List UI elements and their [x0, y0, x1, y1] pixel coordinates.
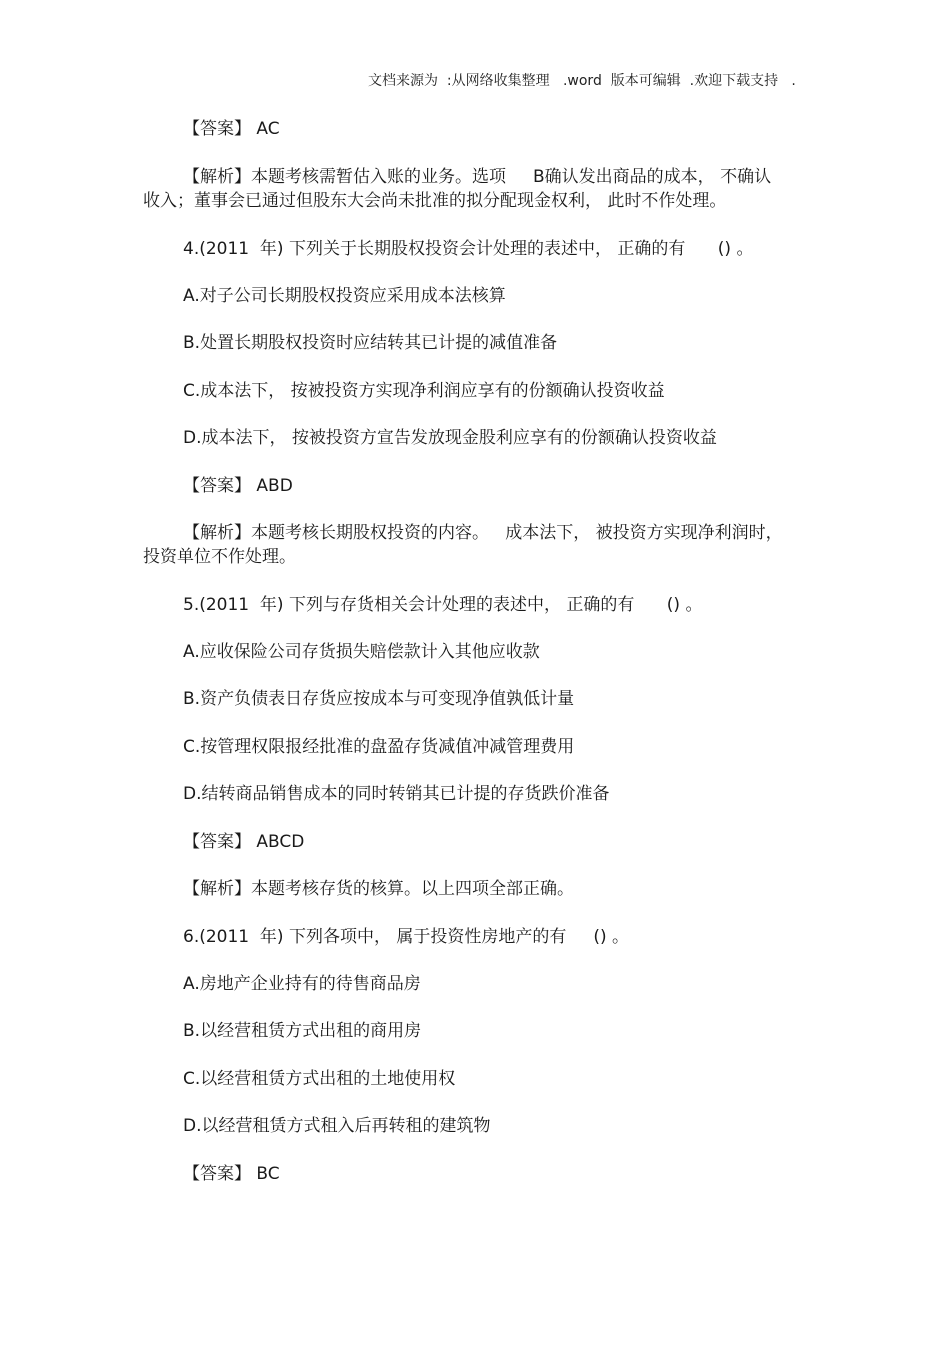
question-4: 4.(2011 年) 下列关于长期股权投资会计处理的表述中， 正确的有 () 。	[183, 239, 754, 259]
q6-option-c: C.以经营租赁方式出租的土地使用权	[183, 1069, 456, 1089]
analysis-q4-line2: 投资单位不作处理。	[143, 547, 296, 567]
q5-option-c: C.按管理权限报经批准的盘盈存货减值冲减管理费用	[183, 737, 575, 757]
source-note: 文档来源为 :从网络收集整理 .word 版本可编辑 .欢迎下载支持 .	[368, 73, 796, 89]
q5-option-b: B.资产负债表日存货应按成本与可变现净值孰低计量	[183, 689, 575, 709]
q6-option-a: A.房地产企业持有的待售商品房	[183, 974, 421, 994]
analysis-q3-line1: 【解析】本题考核需暂估入账的业务。选项 B确认发出商品的成本， 不确认	[183, 167, 772, 187]
q4-option-b: B.处置长期股权投资时应结转其已计提的减值准备	[183, 333, 558, 353]
analysis-q4-line1: 【解析】本题考核长期股权投资的内容。 成本法下， 被投资方实现净利润时，	[183, 523, 783, 543]
answer-q5: 【答案】 ABCD	[183, 832, 305, 852]
question-6: 6.(2011 年) 下列各项中， 属于投资性房地产的有 () 。	[183, 927, 630, 947]
q5-option-a: A.应收保险公司存货损失赔偿款计入其他应收款	[183, 642, 540, 662]
q4-option-c: C.成本法下， 按被投资方实现净利润应享有的份额确认投资收益	[183, 381, 665, 401]
answer-q4: 【答案】 ABD	[183, 476, 293, 496]
q6-option-b: B.以经营租赁方式出租的商用房	[183, 1021, 422, 1041]
analysis-q3-line2: 收入；董事会已通过但股东大会尚未批准的拟分配现金权利， 此时不作处理。	[143, 191, 727, 211]
analysis-q5: 【解析】本题考核存货的核算。以上四项全部正确。	[183, 879, 574, 899]
answer-q6: 【答案】 BC	[183, 1164, 280, 1184]
q6-option-d: D.以经营租赁方式租入后再转租的建筑物	[183, 1116, 491, 1136]
q5-option-d: D.结转商品销售成本的同时转销其已计提的存货跌价准备	[183, 784, 610, 804]
q4-option-a: A.对子公司长期股权投资应采用成本法核算	[183, 286, 506, 306]
q4-option-d: D.成本法下， 按被投资方宣告发放现金股利应享有的份额确认投资收益	[183, 428, 717, 448]
answer-q3: 【答案】 AC	[183, 119, 280, 139]
question-5: 5.(2011 年) 下列与存货相关会计处理的表述中， 正确的有 () 。	[183, 595, 703, 615]
